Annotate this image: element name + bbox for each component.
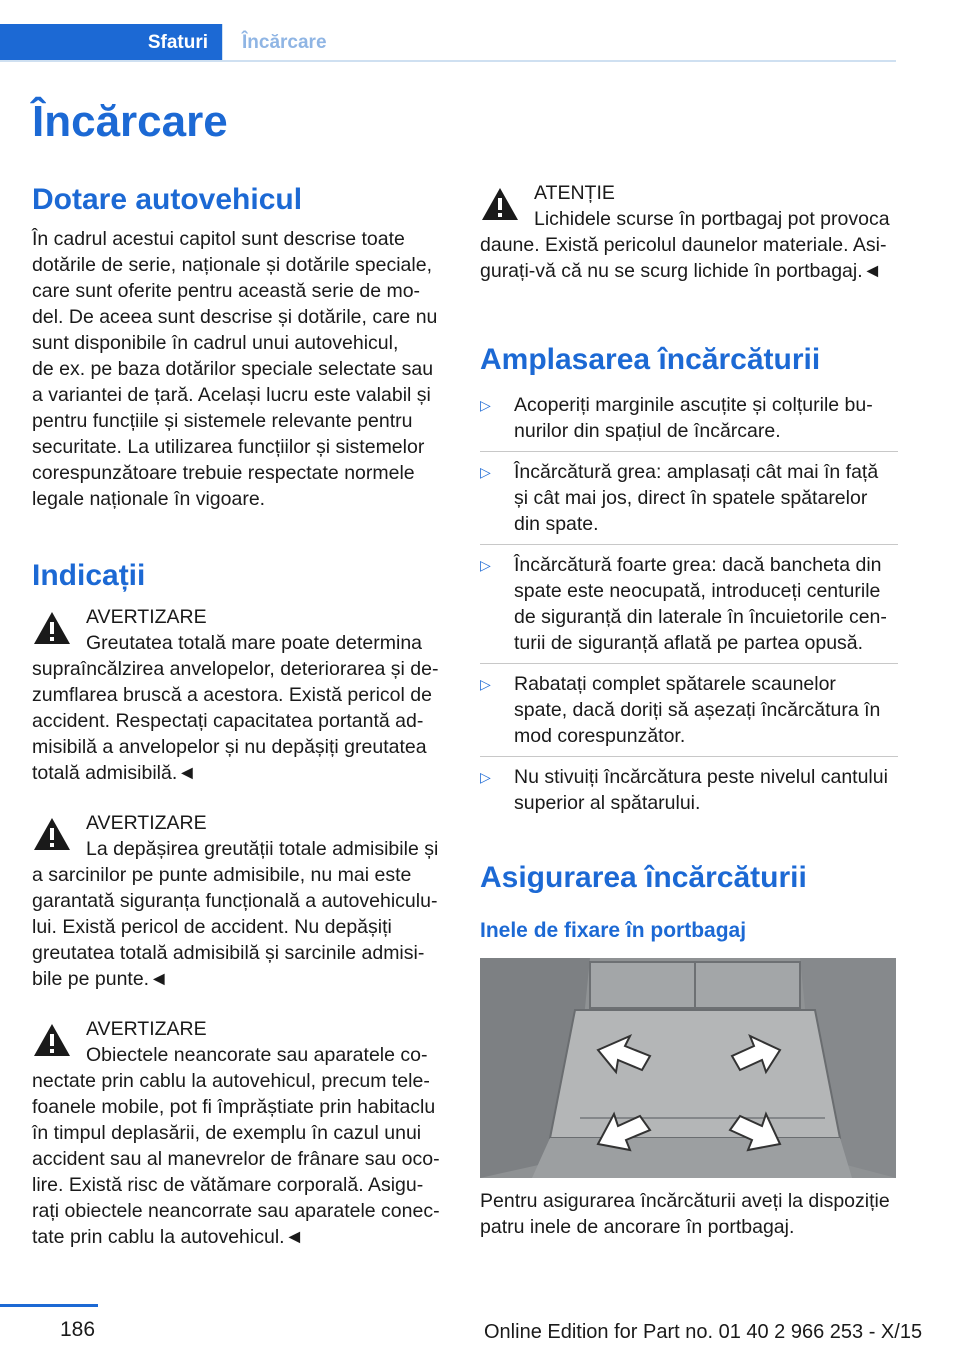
triangle-right-icon: ▷ — [480, 557, 491, 573]
trunk-photo — [480, 958, 896, 1178]
tab-incarcare[interactable]: Încărcare — [242, 32, 327, 53]
subsection-title-inele: Inele de fixare în portbagaj — [480, 919, 747, 942]
warning-first-line: Greutatea totală mare poate determina — [86, 632, 423, 654]
list-divider — [480, 663, 898, 664]
list-item-line: nurilor din spațiul de încărcare. — [514, 420, 781, 442]
warning-title: AVERTIZARE — [86, 606, 207, 628]
list-item-line: Nu stivuiți încărcătura peste nivelul cantului — [514, 766, 888, 788]
text-line: Pentru asigurarea încărcăturii aveți la dispoziție — [480, 1190, 890, 1212]
text-line: zumflarea bruscă a acestora. Există pericol de — [32, 684, 432, 706]
warning-triangle-icon — [32, 1022, 72, 1058]
caution-head-text — [534, 180, 890, 232]
text-line: securitate. La utilizarea funcțiilor și sistemelor — [32, 436, 425, 458]
warning-head — [32, 1016, 450, 1068]
left-column — [32, 180, 450, 1250]
list-divider — [480, 756, 898, 757]
warning-triangle-icon — [480, 186, 520, 222]
list-item-line: Încărcătură foarte grea: dacă bancheta din — [514, 554, 882, 576]
list-item-line: spate, dacă doriți să așezați încărcătura în — [514, 699, 881, 721]
caution-block — [480, 180, 898, 284]
list-item-line: de siguranță din laterale în încuietorile cen‐ — [514, 606, 887, 628]
text-line: a variantei de țară. Același lucru este valabil și — [32, 384, 431, 406]
triangle-right-icon: ▷ — [480, 397, 491, 413]
list-item — [480, 671, 898, 749]
section-title-asigurarea: Asigurarea încărcăturii — [480, 861, 807, 894]
loading-tips-list — [480, 392, 898, 816]
page-number: 186 — [60, 1318, 96, 1341]
text-line: În cadrul acestui capitol sunt descrise toate — [32, 228, 405, 250]
header-underline — [0, 60, 896, 62]
list-divider — [480, 451, 898, 452]
warning-head-text — [86, 1016, 427, 1068]
caution-first-line: Lichidele scurse în portbagaj pot provoca — [534, 208, 890, 230]
text-line: bile pe punte.◄ — [32, 968, 169, 990]
triangle-right-icon: ▷ — [480, 769, 491, 785]
section-title-amplasarea: Amplasarea încărcăturii — [480, 343, 821, 376]
caution-head — [480, 180, 898, 232]
text-line: în timpul deplasării, de exemplu în cazul unui — [32, 1122, 422, 1144]
text-line: accident. Respectați capacitatea portantă ad‐ — [32, 710, 424, 732]
warning-first-line: La depășirea greutății totale admisibile și — [86, 838, 439, 860]
text-line: care sunt oferite pentru această serie de mo‐ — [32, 280, 421, 302]
text-line: daune. Există pericolul daunelor materiale. Asi‐ — [480, 234, 887, 256]
text-line: nectate prin cablu la autovehicul, precum tele‐ — [32, 1070, 430, 1092]
caution-title: ATENȚIE — [534, 182, 615, 204]
text-line: greutatea totală admisibilă și sarcinile admisi‐ — [32, 942, 425, 964]
list-item-line: din spate. — [514, 513, 599, 535]
list-item-line: mod corespunzător. — [514, 725, 686, 747]
warning-block-1 — [32, 604, 450, 786]
edition-footer: Online Edition for Part no. 01 40 2 966 253 - X/15 — [484, 1321, 923, 1343]
list-item — [480, 764, 898, 816]
list-item — [480, 459, 898, 537]
text-line: misibilă a anvelopelor și nu depășiți greutatea — [32, 736, 427, 758]
page-title: Încărcare — [32, 97, 228, 146]
warning-triangle-icon — [32, 816, 72, 852]
text-line: garantată siguranța funcțională a autovehiculu‐ — [32, 890, 438, 912]
list-item-line: Rabatați complet spătarele scaunelor — [514, 673, 836, 695]
warning-block-3 — [32, 1016, 450, 1250]
list-item-line: Încărcătură grea: amplasați cât mai în față — [514, 461, 879, 483]
tab-sfaturi[interactable]: Sfaturi — [0, 24, 222, 62]
section-body-inele — [480, 1188, 898, 1240]
warning-triangle-icon — [32, 610, 72, 646]
list-item-line: superior al spătarului. — [514, 792, 701, 814]
warning-head — [32, 810, 450, 862]
text-line: a sarcinilor pe punte admisibile, nu mai este — [32, 864, 412, 886]
list-item — [480, 392, 898, 444]
text-line: corespunzătoare trebuie respectate normele — [32, 462, 415, 484]
text-line: foanele mobile, pot fi împrăștiate prin habitaclu — [32, 1096, 436, 1118]
text-line: pentru funcțiile și sistemele relevante pentru — [32, 410, 413, 432]
text-line: accident sau al manevrelor de frânare sau oco‐ — [32, 1148, 440, 1170]
text-line: supraîncălzirea anvelopelor, deteriorarea și de‐ — [32, 658, 439, 680]
list-item-line: turii de siguranță aflată pe partea opusă. — [514, 632, 864, 654]
text-line: sunt disponibile în cadrul unui autovehicul, — [32, 332, 399, 354]
warning-block-2 — [32, 810, 450, 992]
text-line: totală admisibilă.◄ — [32, 762, 197, 784]
text-line: de ex. pe baza dotărilor speciale selectate sau — [32, 358, 434, 380]
warning-first-line: Obiectele neancorate sau aparatele co‐ — [86, 1044, 428, 1066]
page-number-rule — [0, 1304, 98, 1307]
warning-title: AVERTIZARE — [86, 812, 207, 834]
text-line: patru inele de ancorare în portbagaj. — [480, 1216, 795, 1238]
right-column — [480, 180, 898, 1240]
list-divider — [480, 544, 898, 545]
text-line: lui. Există pericol de accident. Nu depășiți — [32, 916, 392, 938]
text-line: legale naționale în vigoare. — [32, 488, 266, 510]
warning-head — [32, 604, 450, 656]
warning-head-text — [86, 604, 422, 656]
list-item-line: Acoperiți marginile ascuțite și colțurile bu‐ — [514, 394, 873, 416]
warning-head-text — [86, 810, 438, 862]
section-title-dotare: Dotare autovehicul — [32, 183, 303, 216]
triangle-right-icon: ▷ — [480, 464, 491, 480]
list-item-line: și cât mai jos, direct în spatele spătarelor — [514, 487, 868, 509]
list-item — [480, 552, 898, 656]
text-line: gurați-vă că nu se scurg lichide în portbagaj.◄ — [480, 260, 882, 282]
text-line: tate prin cablu la autovehicul.◄ — [32, 1226, 304, 1248]
section-title-indicatii: Indicații — [32, 559, 146, 592]
triangle-right-icon: ▷ — [480, 676, 491, 692]
warning-title: AVERTIZARE — [86, 1018, 207, 1040]
section-body-dotare — [32, 226, 450, 512]
list-item-line: spate este neocupată, introduceți centurile — [514, 580, 881, 602]
text-line: lire. Există risc de vătămare corporală. Asigu‐ — [32, 1174, 424, 1196]
text-line: dotările de serie, naționale și dotările speciale, — [32, 254, 432, 276]
text-line: del. De aceea sunt descrise și dotările, care nu — [32, 306, 438, 328]
text-line: rați obiectele neancorrate sau aparatele conec‐ — [32, 1200, 440, 1222]
